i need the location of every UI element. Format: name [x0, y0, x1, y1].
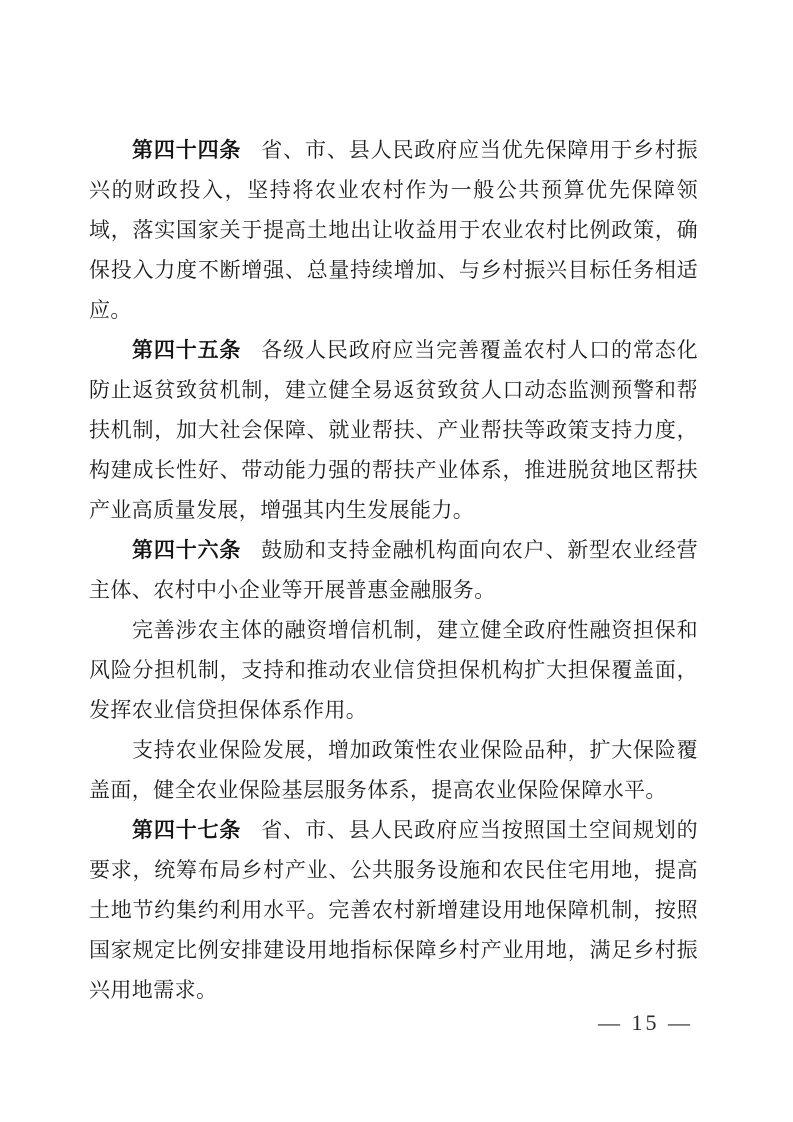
- body-paragraph: [89, 610, 698, 730]
- article-text: 鼓励和支持金融机构面向农户、新型农业经营主体、农村中小企业等开展普惠金融服务。: [89, 538, 699, 602]
- article-number: 第四十五条: [132, 338, 242, 362]
- article-text: 各级人民政府应当完善覆盖农村人口的常态化防止返贫致贫机制，建立健全易返贫致贫人口动态监测预警和帮扶机制，加大社会保障、就业帮扶、产业帮扶等政策支持力度，构建成长性好、带动能力强的帮扶产业体系，推进脱贫地区帮扶产业高质量发展，增强其内生发展能力。: [89, 338, 699, 522]
- paragraph-text: 完善涉农主体的融资增信机制，建立健全政府性融资担保和风险分担机制，支持和推动农业信贷担保机构扩大担保覆盖面，发挥农业信贷担保体系作用。: [89, 618, 698, 722]
- article-text: 省、市、县人民政府应当优先保障用于乡村振兴的财政投入，坚持将农业农村作为一般公共预算优先保障领域，落实国家关于提高土地出让收益用于农业农村比例政策，确保投入力度不断增强、总量持续增加、与乡村振兴目标任务相适应。: [89, 138, 699, 322]
- article-number: 第四十四条: [132, 138, 242, 162]
- article-paragraph-46: [89, 530, 698, 610]
- page-number: — 15 —: [598, 1010, 693, 1035]
- article-text: 省、市、县人民政府应当按照国土空间规划的要求，统筹布局乡村产业、公共服务设施和农民住宅用地，提高土地节约集约利用水平。完善农村新增建设用地保障机制，按照国家规定比例安排建设用地指标保障乡村产业用地，满足乡村振兴用地需求。: [89, 818, 699, 1002]
- article-number: 第四十六条: [132, 538, 242, 562]
- body-paragraph: [89, 730, 698, 810]
- article-paragraph-45: [89, 330, 698, 530]
- article-paragraph-47: [89, 810, 698, 1010]
- article-paragraph-44: [89, 130, 698, 330]
- article-number: 第四十七条: [132, 818, 242, 842]
- document-body: [89, 130, 698, 1010]
- paragraph-text: 支持农业保险发展，增加政策性农业保险品种，扩大保险覆盖面，健全农业保险基层服务体系，提高农业保险保障水平。: [89, 738, 698, 802]
